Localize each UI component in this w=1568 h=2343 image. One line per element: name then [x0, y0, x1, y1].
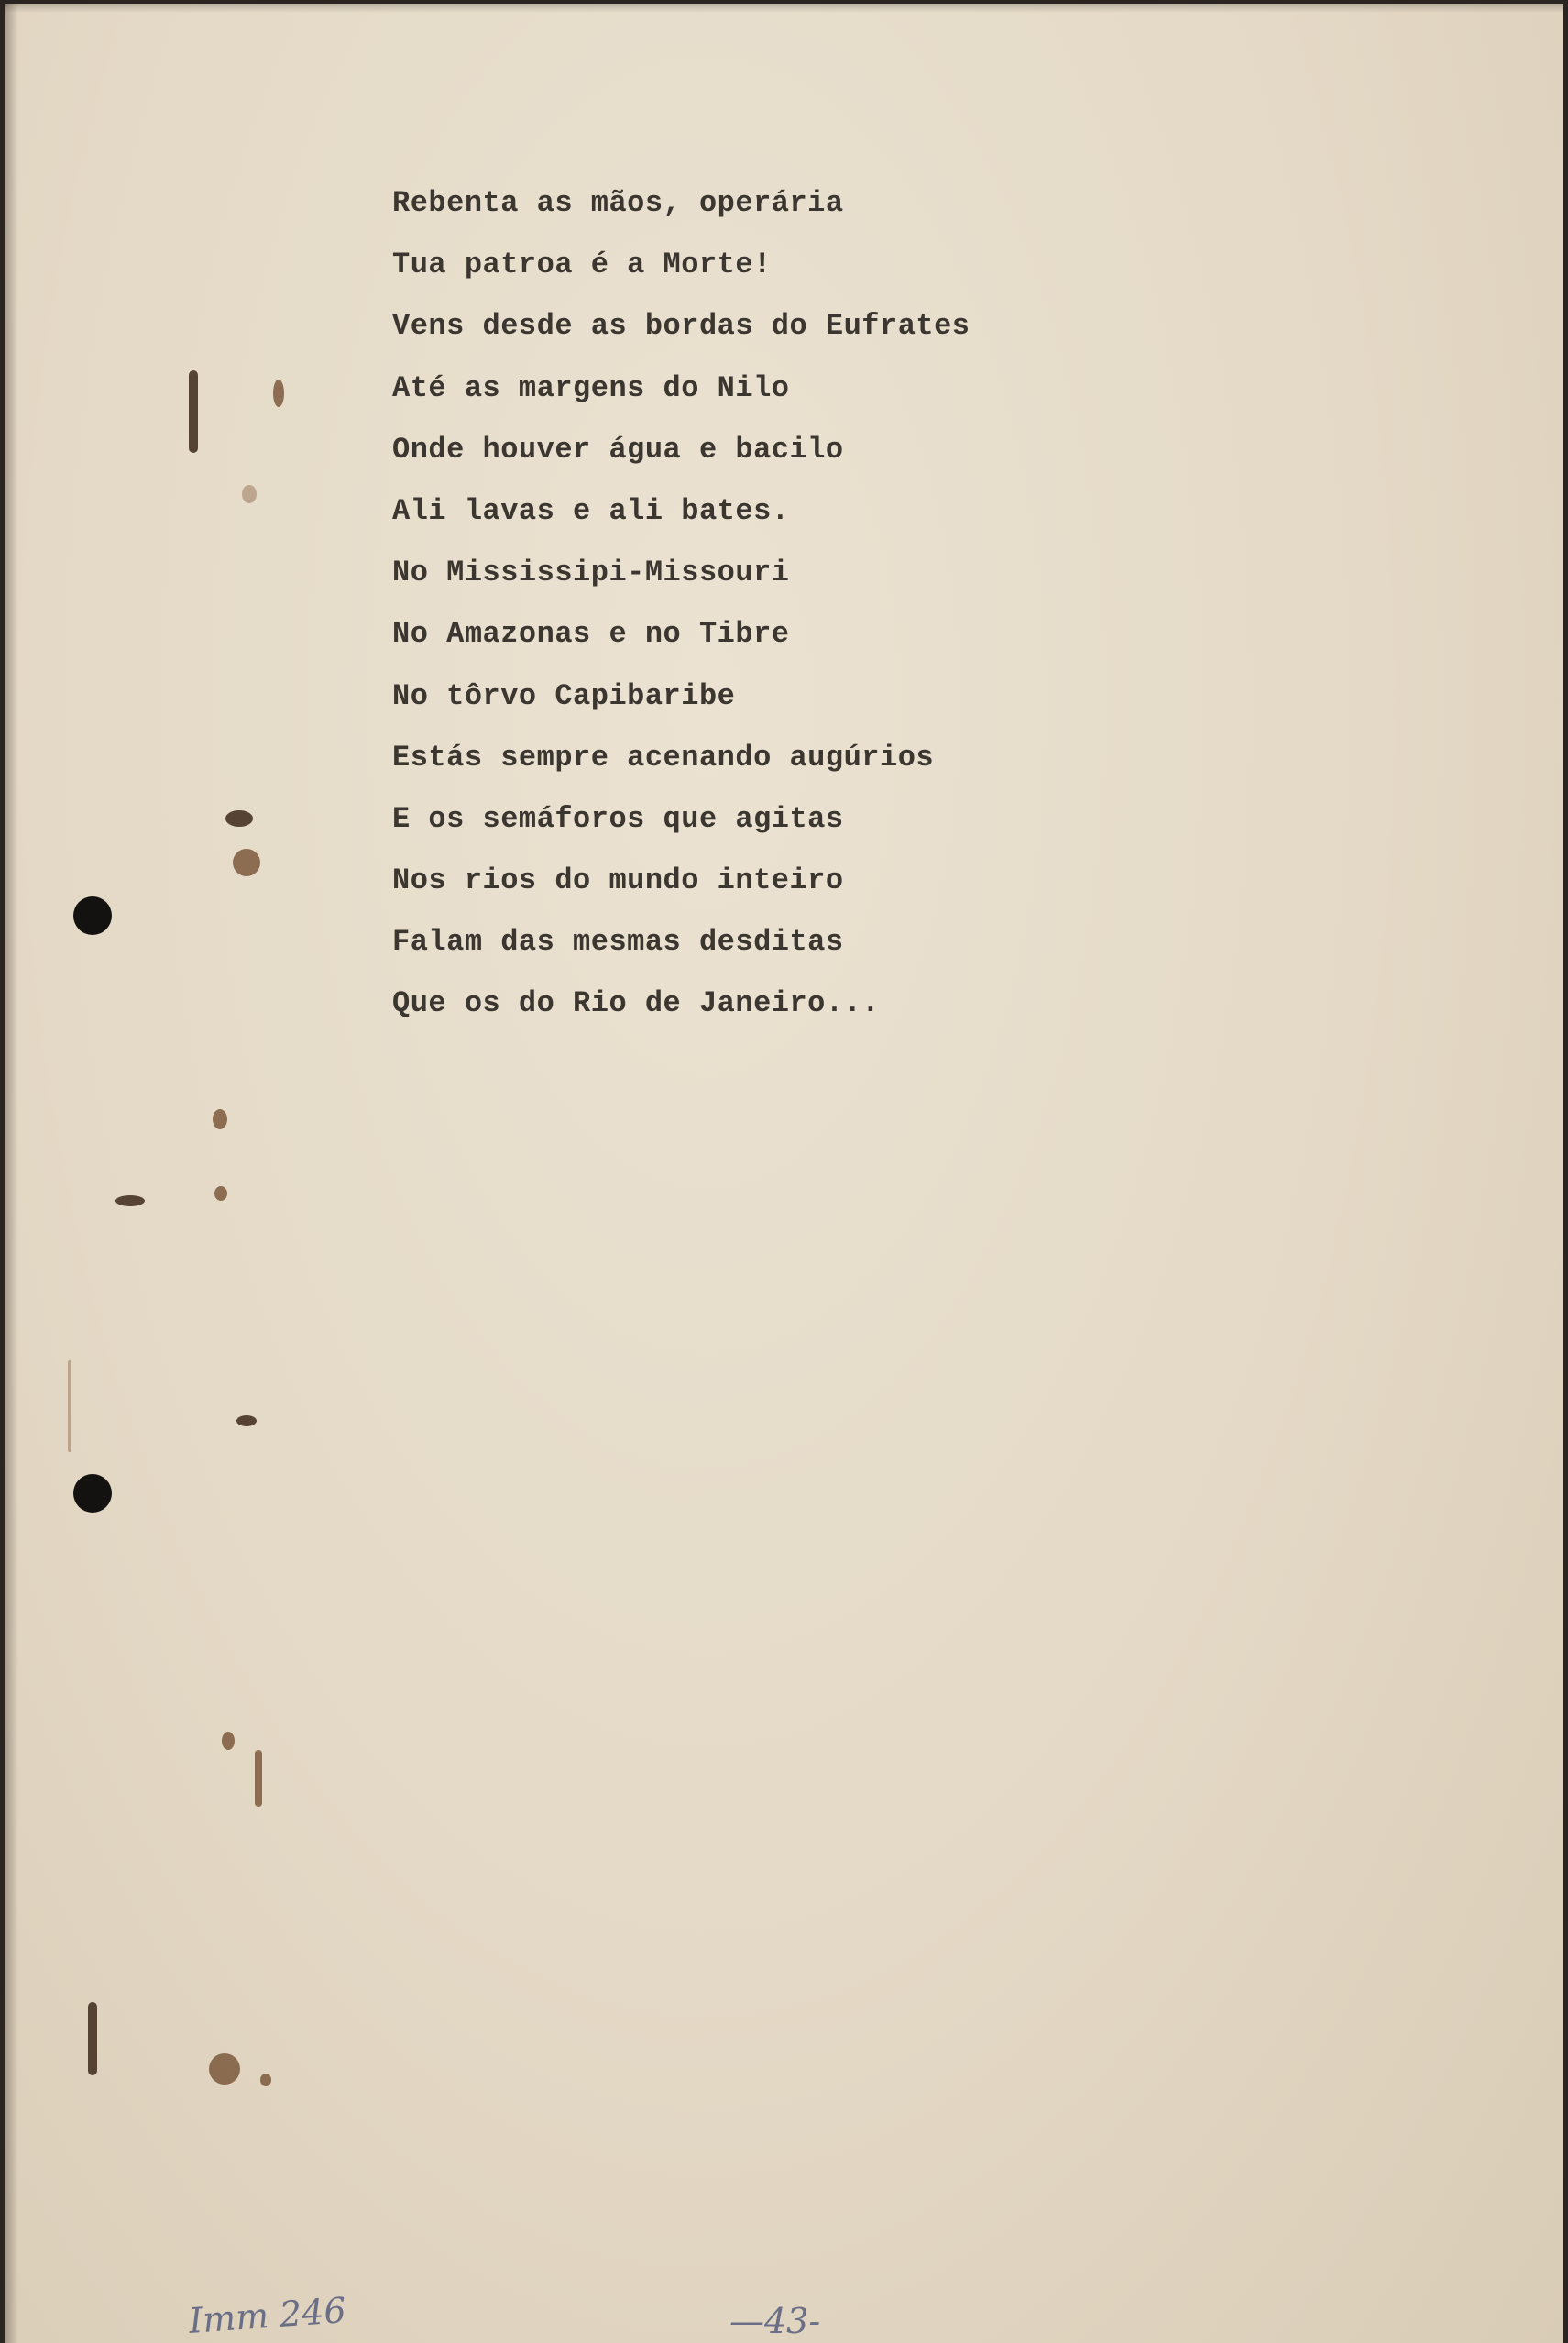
- poem: [392, 183, 970, 1046]
- punch-hole: [73, 1474, 112, 1512]
- paper-edge-shadow: [5, 4, 18, 2343]
- handwritten-reference: Imm 246: [187, 2290, 348, 2341]
- rust-stain: [255, 1750, 262, 1807]
- rust-stain: [233, 849, 260, 876]
- rust-stain: [209, 2053, 240, 2084]
- poem-line: No Amazonas e no Tibre: [392, 617, 790, 652]
- paper-sheet: [5, 4, 1563, 2343]
- poem-line: Até as margens do Nilo: [392, 370, 790, 405]
- poem-line: Tua patroa é a Morte!: [392, 248, 772, 282]
- poem-line: Ali lavas e ali bates.: [392, 493, 790, 528]
- rust-stain: [189, 370, 198, 453]
- rust-stain: [260, 2074, 271, 2086]
- rust-stain: [68, 1360, 71, 1452]
- poem-line: Onde houver água e bacilo: [392, 432, 844, 467]
- rust-stain: [242, 485, 257, 503]
- punch-hole: [73, 896, 112, 935]
- poem-line: No Mississipi-Missouri: [392, 556, 790, 590]
- poem-line: Que os do Rio de Janeiro...: [392, 986, 880, 1021]
- poem-line: Rebenta as mãos, operária: [392, 186, 844, 220]
- poem-line: Falam das mesmas desditas: [392, 925, 844, 960]
- rust-stain: [214, 1186, 227, 1201]
- poem-line: E os semáforos que agitas: [392, 801, 844, 836]
- rust-stain: [213, 1109, 227, 1129]
- rust-stain: [225, 810, 253, 827]
- handwritten-page-number: —43-: [729, 2301, 821, 2341]
- poem-line: Estás sempre acenando augúrios: [392, 740, 935, 775]
- paper-top-shadow: [5, 4, 1563, 13]
- rust-stain: [273, 380, 284, 407]
- poem-line: No tôrvo Capibaribe: [392, 678, 736, 713]
- poem-line: Nos rios do mundo inteiro: [392, 864, 844, 898]
- rust-stain: [115, 1195, 145, 1206]
- poem-line: Vens desde as bordas do Eufrates: [392, 309, 970, 344]
- rust-stain: [222, 1732, 235, 1750]
- rust-stain: [88, 2002, 97, 2075]
- rust-stain: [236, 1415, 257, 1426]
